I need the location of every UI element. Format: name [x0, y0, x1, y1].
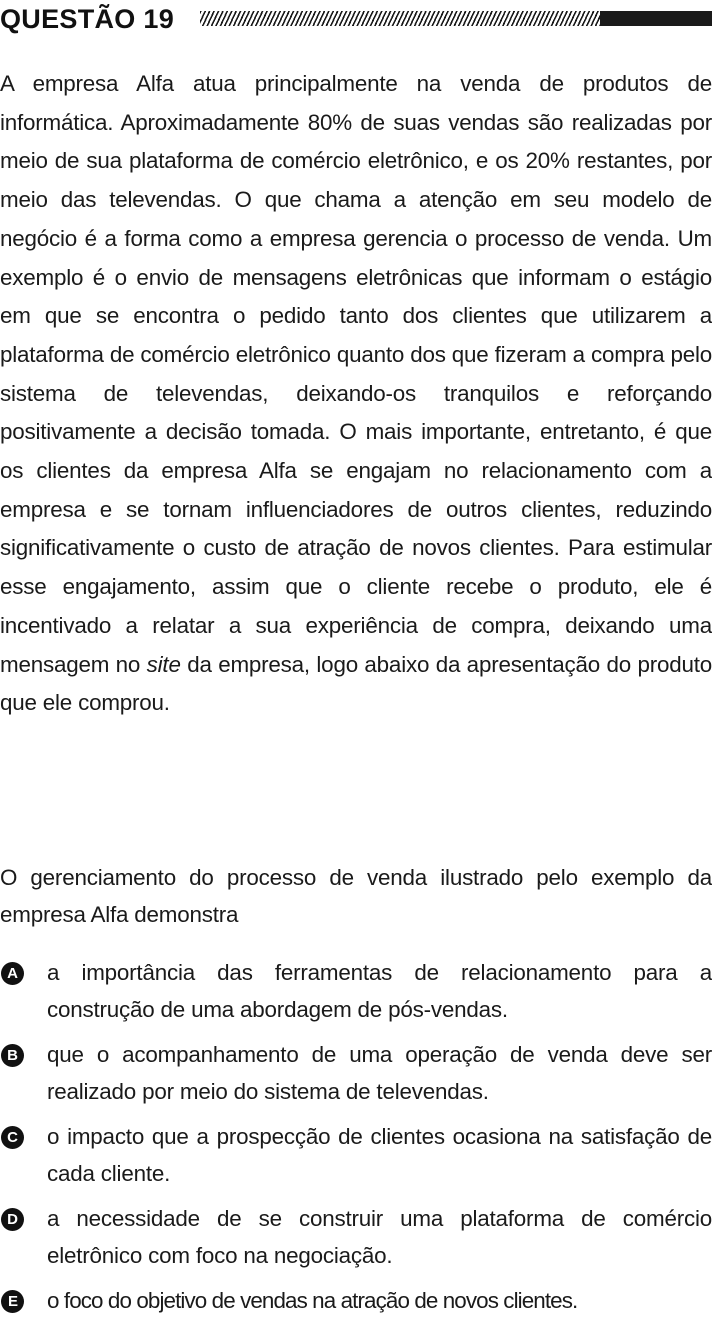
option-b-text: que o acompanhamento de uma operação de venda deve ser realizado por meio do sistema de televendas. [47, 1042, 712, 1104]
option-d-letter-badge: D [1, 1208, 24, 1231]
option-d-text: a necessidade de se construir uma plataforma de comércio eletrônico com foco na negociação. [47, 1206, 712, 1268]
option-c-text: o impacto que a prospecção de clientes ocasiona na satisfação de cada cliente. [47, 1124, 712, 1186]
option-a-text: a importância das ferramentas de relacionamento para a construção de uma abordagem de pós-vendas. [47, 960, 712, 1022]
option-e[interactable] [0, 1283, 712, 1320]
option-d[interactable] [0, 1201, 712, 1274]
passage-text-end: da empresa, logo abaixo da apresentação do produto que ele comprou. [0, 651, 712, 716]
option-c-letter-badge: C [1, 1126, 24, 1149]
option-b-letter-badge: B [1, 1044, 24, 1067]
option-a-letter-badge: A [1, 962, 24, 985]
passage-text [0, 65, 712, 723]
question-stem: O gerenciamento do processo de venda ilustrado pelo exemplo da empresa Alfa demonstra [0, 865, 712, 927]
question-title: QUESTÃO 19 [0, 4, 175, 34]
answer-options [0, 955, 712, 1329]
option-e-letter-badge: E [1, 1290, 24, 1313]
header-hatch-divider [200, 11, 600, 26]
option-b[interactable] [0, 1037, 712, 1110]
passage-italic-word: site [146, 651, 181, 677]
option-e-text: o foco do objetivo de vendas na atração de novos clientes. [47, 1288, 578, 1313]
option-c[interactable] [0, 1119, 712, 1192]
header-solid-bar [600, 11, 712, 26]
option-a[interactable] [0, 955, 712, 1028]
passage-text-main: A empresa Alfa atua principalmente na venda de produtos de informática. Aproximadamente 80% de suas vendas são realizadas por meio de sua plataforma de comércio eletrônico, e os 20% restantes, por meio das televendas. O que chama a atenção em seu modelo de negócio é a forma como a empresa gerencia o processo de venda. Um exemplo é o envio de mensagens eletrônicas que informam o estágio em que se encontra o pedido tanto dos clientes que utilizarem a plataforma de comércio eletrônico quanto dos que fizeram a compra pelo sistema de televendas, deixando-os tranquilos e reforçando positivamente a decisão tomada. O mais importante, entretanto, é que os clientes da empresa Alfa se engajam no relacionamento com a empresa e se tornam influenciadores de outros clientes, reduzindo significativamente o custo de atração de novos clientes. Para estimular esse engajamento, assim que o cliente recebe o produto, ele é incentivado a relatar a sua experiência de compra, deixando uma mensagem no [0, 71, 712, 677]
question-header [0, 4, 712, 34]
